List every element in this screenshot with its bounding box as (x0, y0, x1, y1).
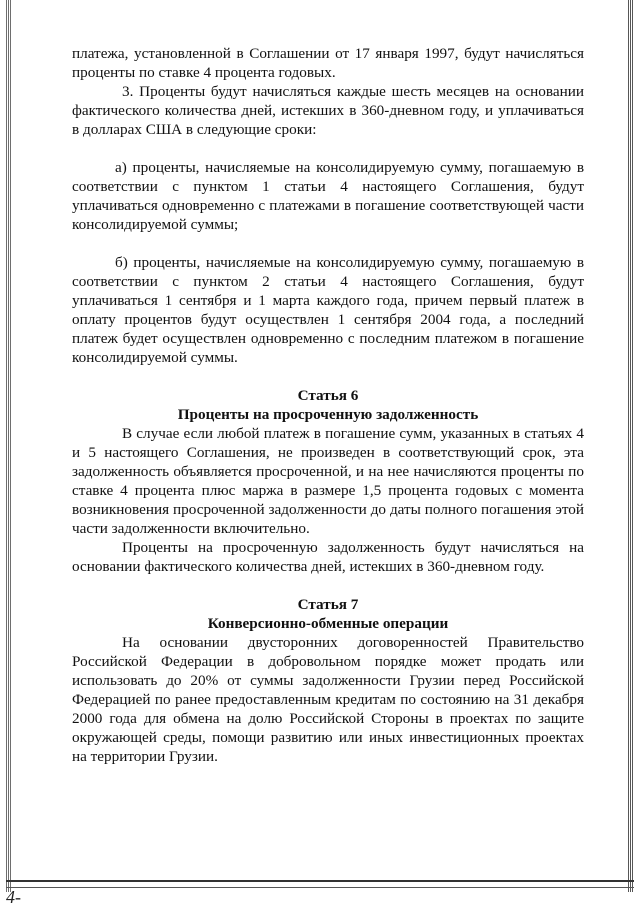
page-border-left (6, 0, 12, 892)
paragraph-continuation: платежа, установленной в Соглашении от 17 января 1997, будут начисляться проценты по ставке 4 процента годовых. (72, 45, 584, 81)
paragraph-subclause-b: б) проценты, начисляемые на консолидируемую сумму, погашаемую в соответствии с пунктом 2 статьи 4 настоящего Соглашения, будут уплачиваться 1 сентября и 1 марта каждого года, причем первый платеж в оплату процентов будут осуществлен 1 сентября 2004 года, а последний платеж будет осуществлен одновременно с последним платежом в погашение консолидируемой суммы. (72, 254, 584, 366)
paragraph-clause-3: 3. Проценты будут начисляться каждые шесть месяцев на основании фактического количества дней, истекших в 360-дневном году, и уплачиваться в долларах США в следующие сроки: (72, 83, 584, 138)
article-7-title: Конверсионно-обменные операции (207, 615, 449, 632)
article-7-number: Статья 7 (297, 596, 359, 613)
article-6 (72, 386, 584, 576)
page-border-right (628, 0, 634, 892)
paragraph-subclause-a: а) проценты, начисляемые на консолидируемую сумму, погашаемую в соответствии с пунктом 1 статьи 4 настоящего Соглашения, будут уплачиваться одновременно с платежами в погашение соответствующей части консолидируемой суммы; (72, 159, 584, 233)
article-7-paragraph: На основании двусторонних договоренностей Правительство Российской Федерации в добровольном порядке может продать или использовать до 20% от суммы задолженности Грузии перед Российской Федерацией по ранее предоставленным кредитам по состоянию на 31 декабря 2000 года для обмена на долю Российской Стороны в проектах по защите окружающей среды, помощи развитию или иных инвестиционных проектах на территории Грузии. (72, 634, 584, 765)
article-7 (72, 595, 584, 766)
article-6-paragraph: В случае если любой платеж в погашение сумм, указанных в статьях 4 и 5 настоящего Соглашения, не произведен в соответствующий срок, эта задолженность объявляется просроченной, и на нее начисляются проценты по ставке 4 процента плюс маржа в размере 1,5 процента годовых с момента возникновения просроченной задолженности до даты полного погашения этой части задолженности включительно. (72, 425, 584, 537)
page-border-bottom (6, 880, 634, 888)
article-6-number: Статья 6 (297, 387, 359, 404)
article-6-title: Проценты на просроченную задолженность (177, 406, 479, 423)
spacer (72, 139, 584, 158)
article-6-paragraph: Проценты на просроченную задолженность будут начисляться на основании фактического количества дней, истекших в 360-дневном году. (72, 539, 584, 575)
spacer (72, 367, 584, 386)
page-corner-mark: 4- (6, 887, 21, 907)
document-body (72, 44, 584, 766)
spacer (72, 576, 584, 595)
spacer (72, 234, 584, 253)
